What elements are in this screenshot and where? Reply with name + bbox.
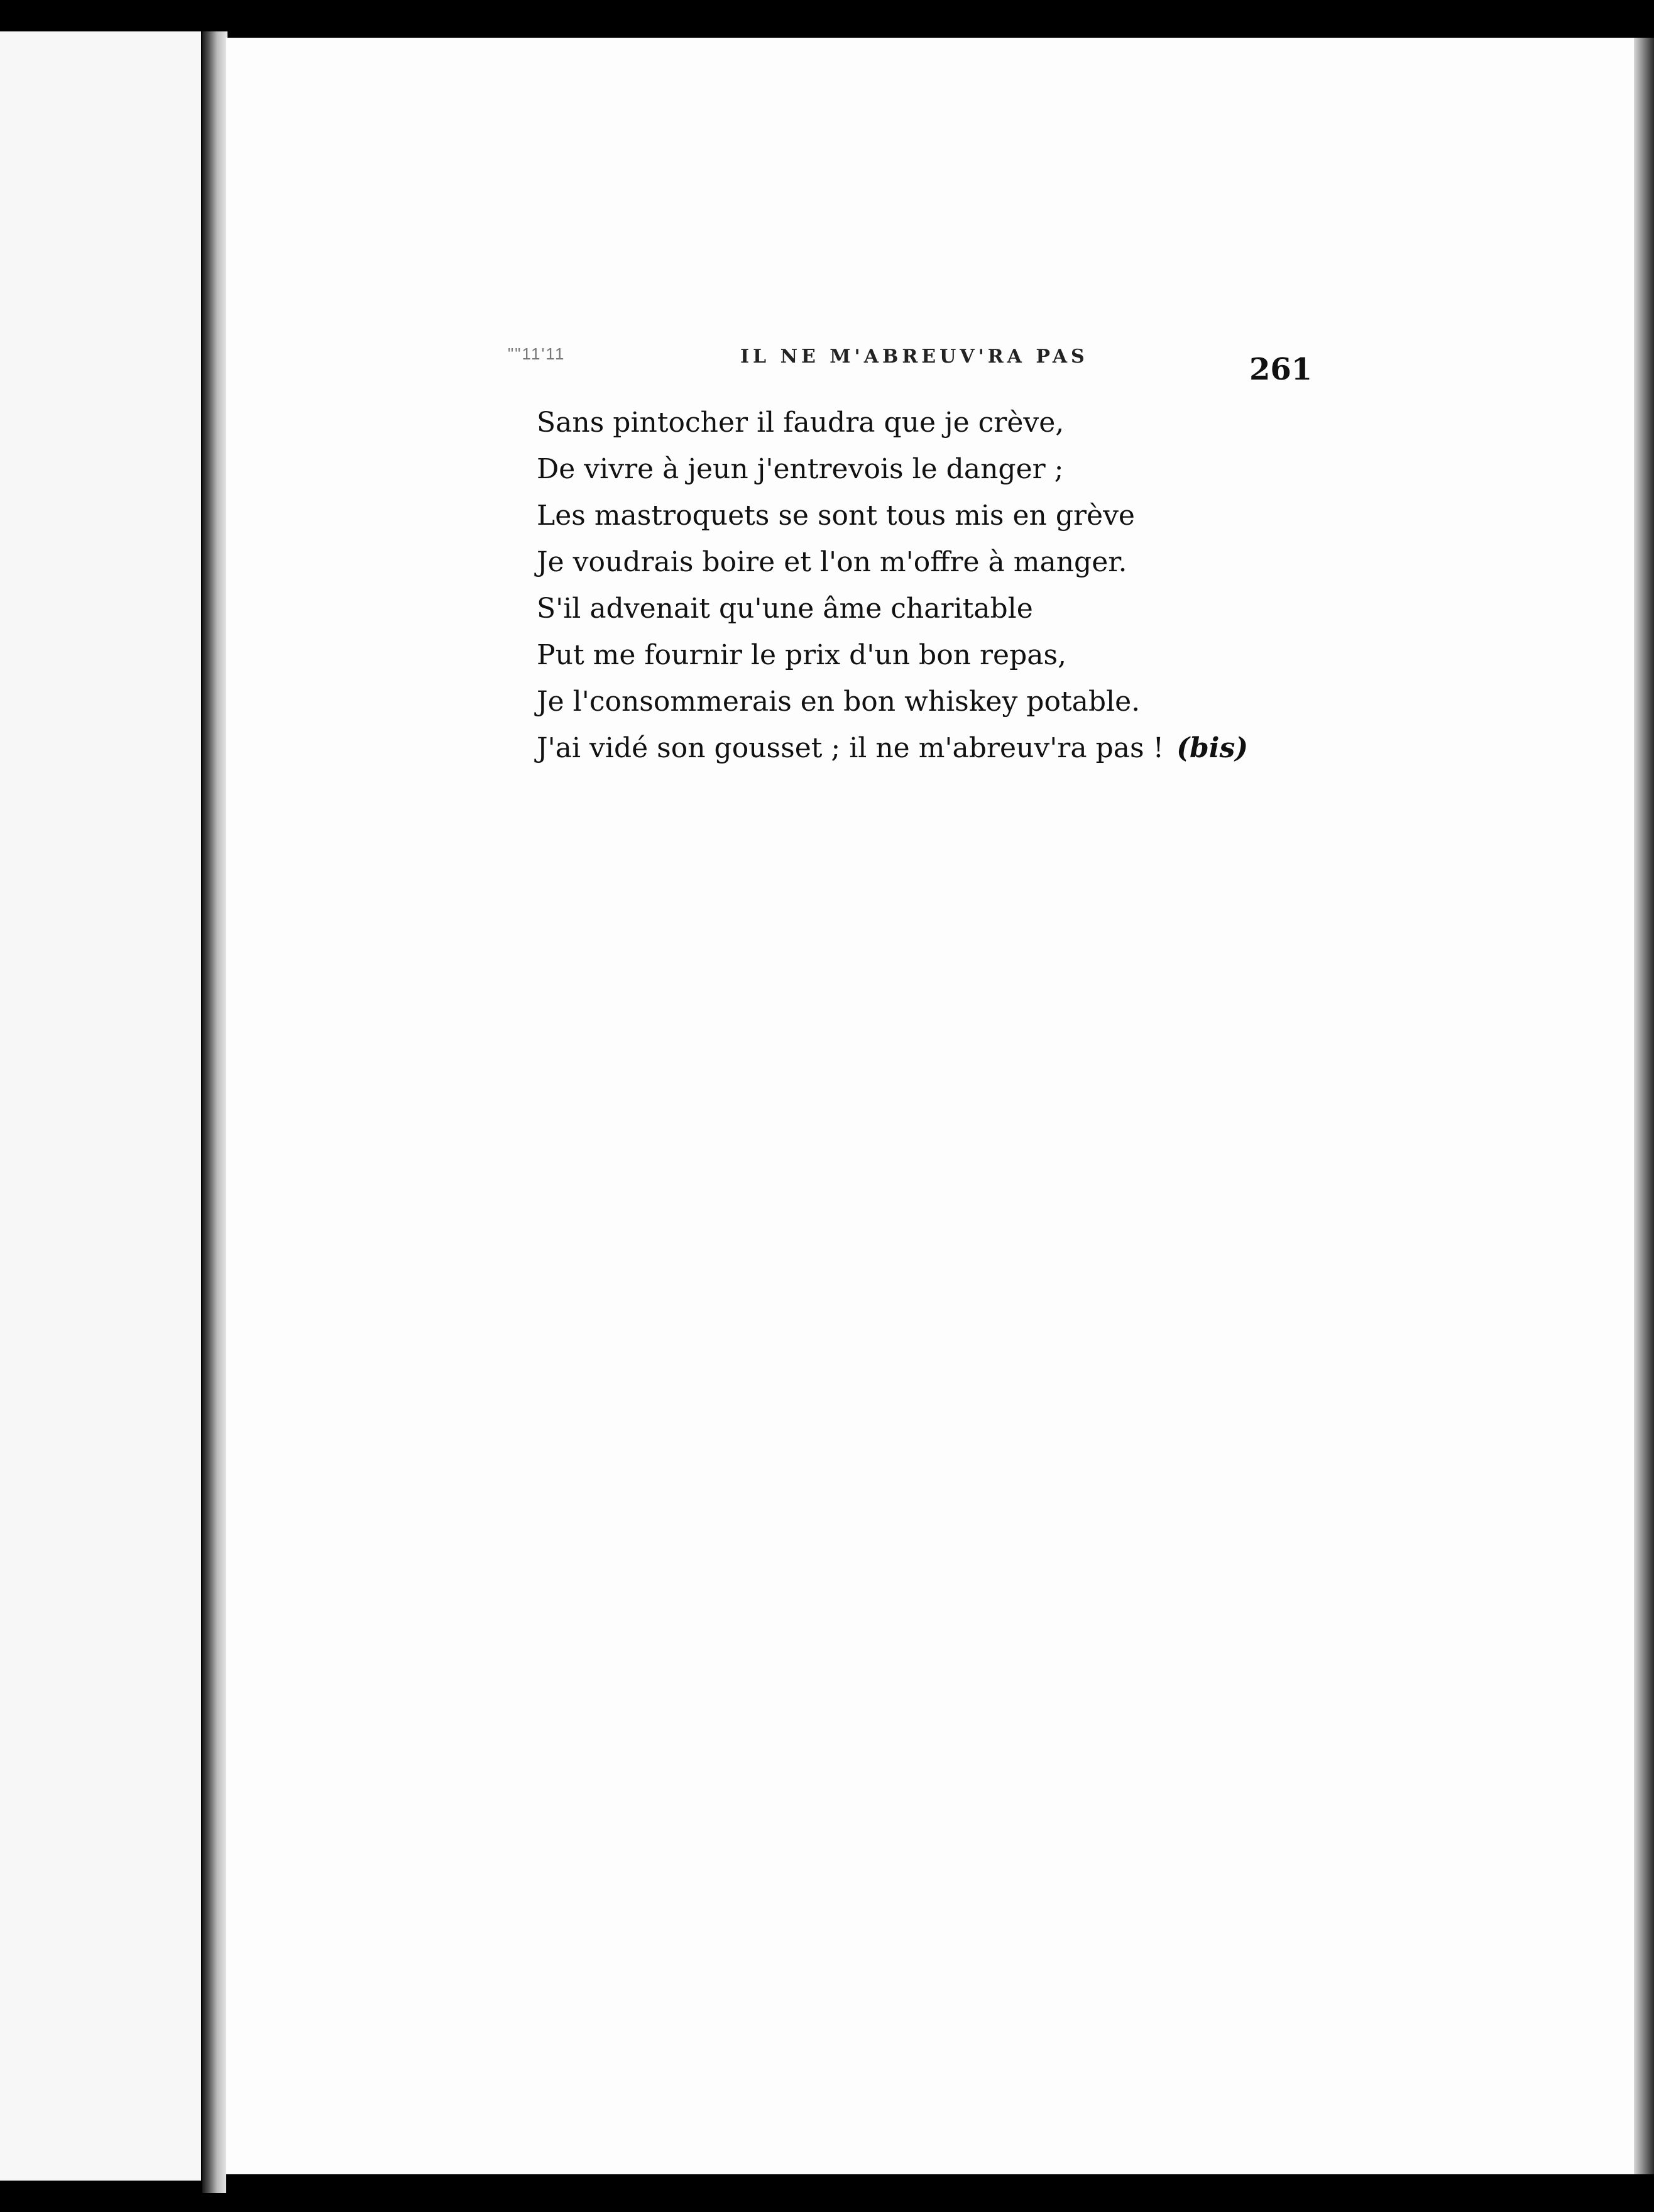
running-title: IL NE M'ABREUV'RA PAS [740, 346, 1088, 368]
verse-line: Sans pintocher il faudra que je crève, [537, 407, 1065, 439]
verse-line: Je l'consommerais en bon whiskey potable. [537, 686, 1141, 718]
page-edge [1634, 38, 1654, 2212]
header-mark: ""11'11 [508, 344, 566, 363]
verse-line: Put me fournir le prix d'un bon repas, [537, 639, 1067, 671]
verse-stanza [537, 400, 1248, 772]
verse-line: S'il advenait qu'une âme charitable [537, 593, 1033, 625]
book-binding [202, 31, 227, 2193]
verse-line-text: J'ai vidé son gousset ; il ne m'abreuv'ra pas ! [537, 732, 1164, 764]
facing-page [0, 31, 201, 2181]
bottom-edge [226, 2174, 1654, 2212]
page-number: 261 [1249, 352, 1313, 387]
verse-line: De vivre à jeun j'entrevois le danger ; [537, 453, 1064, 485]
verse-line-last [537, 725, 1248, 772]
refrain-marker: (bis) [1176, 732, 1249, 764]
verse-line: Les mastroquets se sont tous mis en grève [537, 500, 1135, 532]
verse-line: Je voudrais boire et l'on m'offre à manger. [537, 546, 1127, 578]
